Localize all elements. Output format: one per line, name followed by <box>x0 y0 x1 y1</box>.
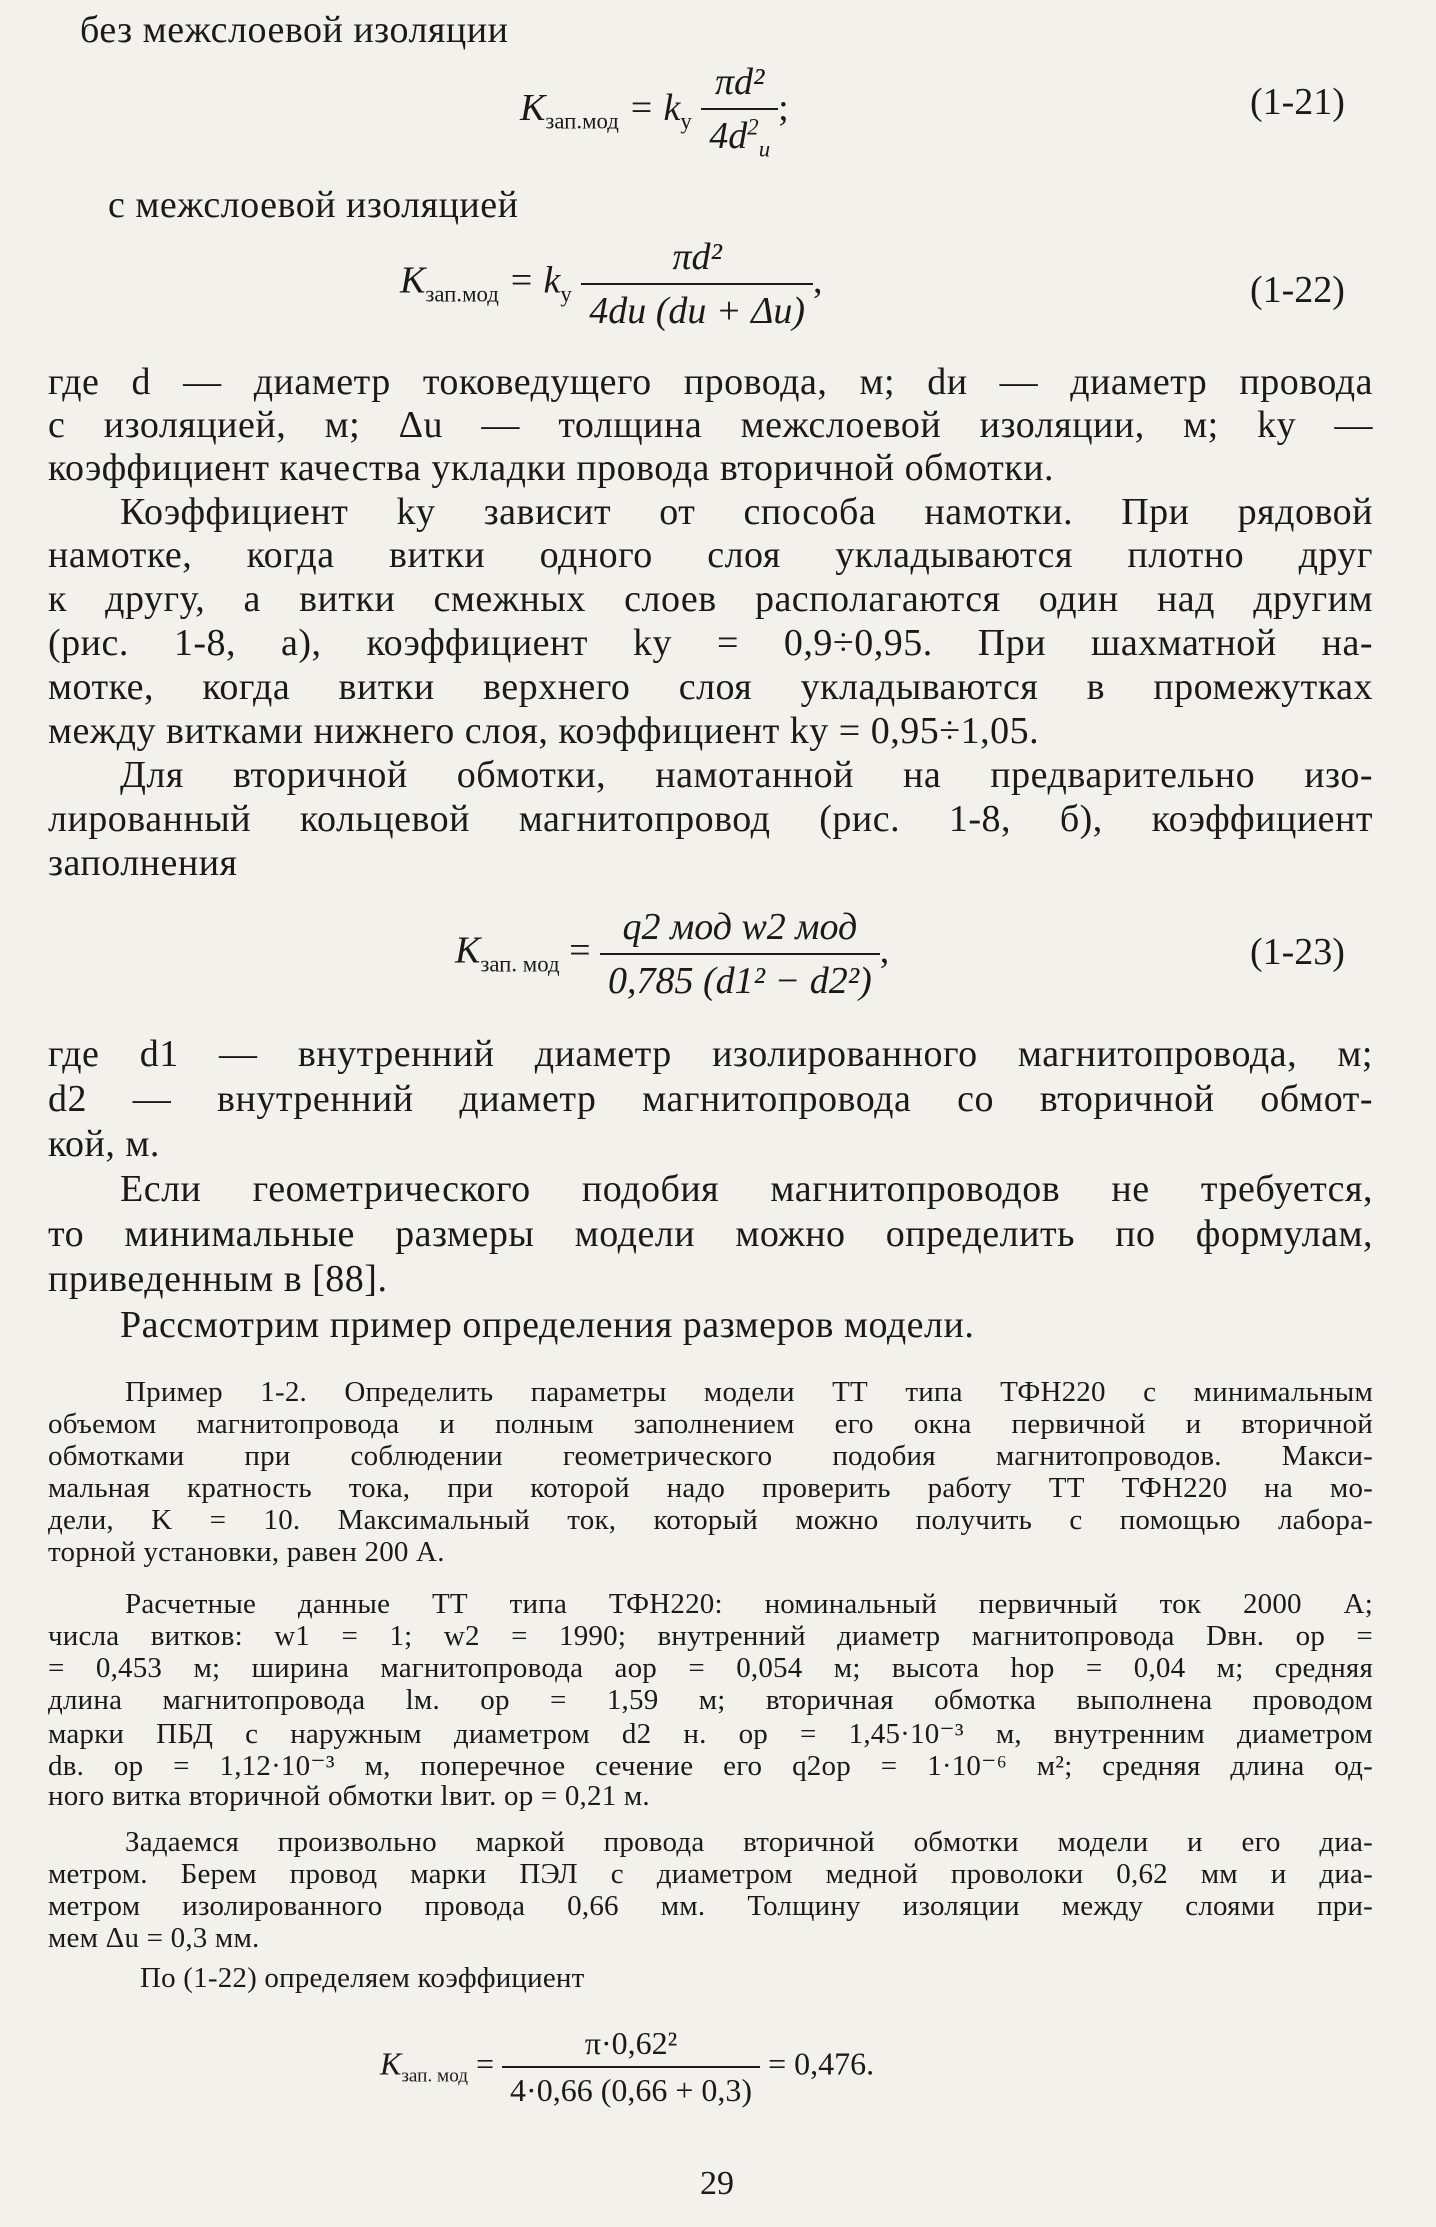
formula-1-22-fraction <box>581 235 813 333</box>
by-1-22-line: По (1-22) определяем коэффициент <box>140 1962 585 1994</box>
formula-1-23-lhs: K <box>455 929 481 972</box>
p3-line-1: Для вторичной обмотки, намотанной на предварительно изо- <box>120 754 1373 796</box>
p6-line: Рассмотрим пример определения размеров модели. <box>120 1304 975 1346</box>
choose-line-2: метром. Берем провод марки ПЭЛ с диаметром медной проволоки 0,62 мм и диа- <box>48 1858 1373 1890</box>
equation-number-1-23: (1-23) <box>1250 931 1345 973</box>
choose-line-3: метром изолированного провода 0,66 мм. Толщину изоляции между слоями при- <box>48 1890 1373 1922</box>
formula-final-eq: = <box>468 2045 503 2082</box>
formula-final <box>380 2025 874 2109</box>
formula-1-21-lhs-sub: зап.мод <box>545 108 619 134</box>
formula-1-22-numerator: πd² <box>581 235 813 285</box>
formula-1-21 <box>520 60 789 163</box>
formula-1-22-k-sub: у <box>560 281 572 307</box>
choose-line-1: Задаемся произвольно маркой провода вторичной обмотки модели и его диа- <box>125 1826 1373 1858</box>
calc-line-4: длина магнитопровода lм. ор = 1,59 м; вторичная обмотка выполнена проводом <box>48 1684 1373 1716</box>
p5-line-1: Если геометрического подобия магнитопроводов не требуется, <box>120 1168 1373 1210</box>
calc-line-6: dв. ор = 1,12·10⁻³ м, поперечное сечение его q2ор = 1·10⁻⁶ м²; средняя длина од- <box>48 1750 1373 1782</box>
formula-final-numerator: π·0,62² <box>502 2025 760 2068</box>
formula-final-lhs: K <box>380 2045 402 2082</box>
formula-1-22-eq: = k <box>498 259 561 302</box>
p3-line-3: заполнения <box>48 842 238 884</box>
formula-1-23-fraction <box>600 905 880 1003</box>
p5-line-2: то минимальные размеры модели можно определить по формулам, <box>48 1213 1373 1255</box>
formula-1-21-den-sub: и <box>758 136 771 162</box>
formula-1-21-den-a: 4d <box>709 115 748 157</box>
p2-line-5: мотке, когда витки верхнего слоя укладываются в промежутках <box>48 666 1373 708</box>
p2-line-2: намотке, когда витки одного слоя укладываются плотно друг <box>48 534 1373 576</box>
formula-1-23-eq: = <box>559 929 600 972</box>
formula-1-21-tail: ; <box>778 87 789 130</box>
page-number: 29 <box>700 2165 734 2202</box>
formula-1-21-fraction <box>701 60 778 163</box>
p2-line-6: между витками нижнего слоя, коэффициент kу = 0,95÷1,05. <box>48 710 1040 752</box>
calc-line-3: = 0,453 м; ширина магнитопровода aор = 0,054 м; высота hор = 0,04 м; средняя <box>48 1652 1373 1684</box>
p4-line-2: d2 — внутренний диаметр магнитопровода со вторичной обмот- <box>48 1078 1373 1120</box>
calc-line-2: числа витков: w1 = 1; w2 = 1990; внутренний диаметр магнитопровода Dвн. ор = <box>48 1620 1373 1652</box>
choose-line-4: мем Δu = 0,3 мм. <box>48 1922 260 1954</box>
p2-line-4: (рис. 1-8, а), коэффициент kу = 0,9÷0,95. При шахматной на- <box>48 622 1373 664</box>
formula-final-fraction <box>502 2025 760 2109</box>
formula-1-23-tail: , <box>879 929 890 972</box>
formula-1-23-numerator: q2 мод w2 мод <box>600 905 880 955</box>
calc-line-7: ного витка вторичной обмотки lвит. ор = 0,21 м. <box>48 1780 650 1812</box>
formula-1-22-tail: , <box>813 259 823 302</box>
with-insulation-heading: с межслоевой изоляцией <box>108 184 519 226</box>
calc-line-5: марки ПБД с наружным диаметром d2 н. ор = 1,45·10⁻³ м, внутренним диаметром <box>48 1718 1373 1750</box>
p5-line-3: приведенным в [88]. <box>48 1258 388 1300</box>
formula-1-23 <box>455 905 889 1003</box>
example-line-3: обмотками при соблюдении геометрического подобия магнитопроводов. Макси- <box>48 1440 1373 1472</box>
example-line-1: Пример 1-2. Определить параметры модели ТТ типа ТФН220 с минимальным <box>125 1376 1373 1408</box>
p4-line-3: кой, м. <box>48 1123 160 1165</box>
p3-line-2: лированный кольцевой магнитопровод (рис. 1-8, б), коэффициент <box>48 798 1373 840</box>
intro-no-insulation: без межслоевой изоляции <box>80 9 509 51</box>
calc-line-1: Расчетные данные ТТ типа ТФН220: номинальный первичный ток 2000 А; <box>125 1588 1373 1620</box>
p1-line-1: где d — диаметр токоведущего провода, м; dи — диаметр провода <box>48 361 1373 403</box>
example-line-4: мальная кратность тока, при которой надо проверить работу ТТ ТФН220 на мо- <box>48 1472 1373 1504</box>
formula-final-denominator: 4·0,66 (0,66 + 0,3) <box>510 2072 753 2108</box>
p2-line-1: Коэффициент kу зависит от способа намотки. При рядовой <box>120 491 1373 533</box>
formula-1-22-lhs-sub: зап.мод <box>425 281 499 307</box>
example-line-6: торной установки, равен 200 А. <box>48 1536 445 1568</box>
p1-line-3: коэффициент качества укладки провода вторичной обмотки. <box>48 447 1055 489</box>
example-line-5: дели, K = 10. Максимальный ток, который можно получить с помощью лабора- <box>48 1504 1373 1536</box>
formula-1-21-k-sub: у <box>680 108 692 134</box>
formula-1-22 <box>400 235 823 333</box>
equation-number-1-22: (1-22) <box>1250 269 1345 311</box>
formula-1-21-den-sup: 2 <box>747 114 759 140</box>
formula-final-lhs-sub: зап. мод <box>401 2065 468 2087</box>
p2-line-3: к другу, а витки смежных слоев располагаются один над другим <box>48 578 1373 620</box>
p1-line-2: с изоляцией, м; Δu — толщина межслоевой изоляции, м; kу — <box>48 404 1373 446</box>
formula-1-21-lhs: K <box>520 87 546 130</box>
equation-number-1-21: (1-21) <box>1250 81 1345 123</box>
example-line-2: объемом магнитопровода и полным заполнением его окна первичной и вторичной <box>48 1408 1373 1440</box>
formula-1-23-lhs-sub: зап. мод <box>480 951 560 977</box>
formula-1-22-denominator: 4dи (dи + Δu) <box>589 290 806 332</box>
formula-final-result: = 0,476. <box>760 2045 875 2082</box>
formula-1-23-denominator: 0,785 (d1² − d2²) <box>608 960 872 1002</box>
formula-1-21-eq: = k <box>618 87 681 130</box>
formula-1-21-numerator: πd² <box>701 60 778 110</box>
formula-1-21-denominator <box>701 110 778 163</box>
formula-1-22-lhs: K <box>400 259 426 302</box>
p4-line-1: где d1 — внутренний диаметр изолированного магнитопровода, м; <box>48 1033 1373 1075</box>
